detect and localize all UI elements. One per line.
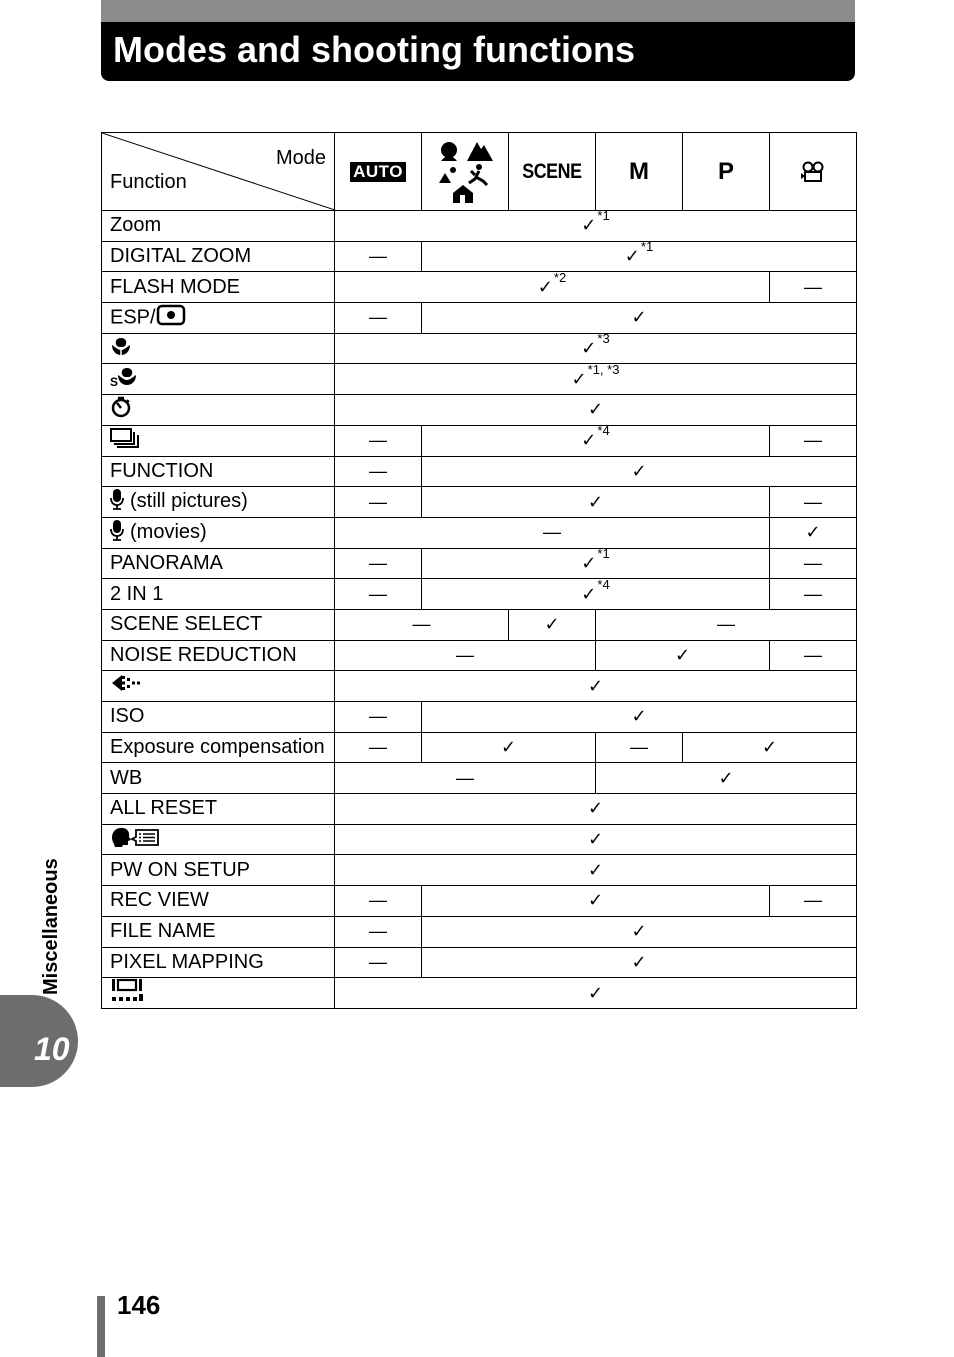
function-cell <box>102 211 335 242</box>
dash-mark: — <box>369 430 387 451</box>
unavailable-cell <box>335 702 422 733</box>
check-mark: ✓ <box>587 491 604 512</box>
mode-header-p <box>683 133 770 211</box>
unavailable-cell <box>335 579 422 610</box>
corner-cell <box>102 133 335 211</box>
unavailable-cell <box>335 732 422 763</box>
available-cell <box>422 947 857 978</box>
table-row <box>102 886 857 917</box>
table-row <box>102 579 857 610</box>
check-mark: ✓ <box>581 552 597 573</box>
dash-mark: — <box>543 522 561 543</box>
available-cell <box>335 395 857 426</box>
function-label: WB <box>110 766 143 789</box>
available-cell <box>596 763 857 794</box>
available-cell <box>422 916 857 947</box>
table-row <box>102 548 857 579</box>
available-cell <box>335 208 857 242</box>
unavailable-cell <box>335 763 596 794</box>
table-row <box>102 640 857 671</box>
check-mark: ✓ <box>587 399 604 420</box>
dash-mark: — <box>804 276 822 297</box>
function-label: FLASH MODE <box>110 275 241 298</box>
function-axis-label: Function <box>110 171 187 193</box>
sequential-shooting-icon <box>110 427 140 455</box>
footnote-ref: *1 <box>640 239 654 255</box>
unavailable-cell <box>596 732 683 763</box>
available-cell <box>335 794 857 825</box>
function-cell <box>102 517 335 548</box>
chapter-tab <box>0 995 78 1087</box>
dash-mark: — <box>369 491 387 512</box>
function-cell <box>102 548 335 579</box>
check-mark: ✓ <box>674 644 691 665</box>
check-mark: ✓ <box>805 522 821 543</box>
table-row <box>102 855 857 886</box>
available-cell <box>422 425 770 456</box>
footnote-ref: *1 <box>597 545 610 561</box>
dash-mark: — <box>456 644 474 665</box>
footnote-ref: *2 <box>553 269 567 285</box>
table-row <box>102 241 857 272</box>
available-cell <box>422 303 857 334</box>
unavailable-cell <box>770 886 857 917</box>
table-row <box>102 333 857 364</box>
table-row <box>102 732 857 763</box>
unavailable-cell <box>770 640 857 671</box>
function-cell <box>102 916 335 947</box>
check-mark: ✓ <box>631 706 647 727</box>
unavailable-cell <box>335 487 422 518</box>
header-row <box>102 133 857 211</box>
available-cell <box>422 241 857 272</box>
unavailable-cell <box>770 425 857 456</box>
function-label: Zoom <box>110 214 162 237</box>
scene-modes-icon <box>435 137 495 207</box>
spot-metering-icon <box>156 304 186 332</box>
table-row <box>102 947 857 978</box>
unavailable-cell <box>335 916 422 947</box>
macro-icon <box>110 335 132 363</box>
function-cell <box>102 425 335 456</box>
table-row <box>102 763 857 794</box>
unavailable-cell <box>770 272 857 303</box>
check-mark: ✓ <box>631 460 647 481</box>
function-label: PIXEL MAPPING <box>110 950 264 973</box>
function-cell <box>102 241 335 272</box>
table-row <box>102 916 857 947</box>
available-cell <box>422 886 770 917</box>
check-mark: ✓ <box>544 614 560 635</box>
unavailable-cell <box>335 640 596 671</box>
dash-mark: — <box>804 890 822 911</box>
mode-header-scene <box>509 133 596 211</box>
monitor-brightness-icon <box>110 978 144 1008</box>
check-mark: ✓ <box>631 307 647 328</box>
function-cell <box>102 456 335 487</box>
unavailable-cell <box>335 241 422 272</box>
dash-mark: — <box>804 491 822 512</box>
dash-mark: — <box>369 552 387 573</box>
function-cell <box>102 794 335 825</box>
function-cell <box>102 886 335 917</box>
available-cell <box>335 824 857 855</box>
check-mark: ✓ <box>761 737 778 758</box>
unavailable-cell <box>335 609 509 640</box>
function-cell <box>102 364 335 395</box>
page-number: 146 <box>117 1290 161 1320</box>
check-mark: ✓ <box>537 276 553 297</box>
dash-mark: — <box>804 583 822 604</box>
microphone-icon <box>110 519 124 547</box>
table-row <box>102 456 857 487</box>
auto-mode-icon: AUTO <box>350 162 406 182</box>
dash-mark: — <box>369 706 387 727</box>
manual-mode-label: M <box>629 157 649 185</box>
table-row <box>102 517 857 548</box>
dash-mark: — <box>369 583 387 604</box>
check-mark: ✓ <box>571 368 587 389</box>
available-cell <box>596 640 770 671</box>
unavailable-cell <box>770 579 857 610</box>
function-label: NOISE REDUCTION <box>110 643 297 666</box>
page-title: Modes and shooting functions <box>113 29 635 70</box>
dash-mark: — <box>369 737 387 758</box>
check-mark: ✓ <box>631 951 647 972</box>
function-label: (movies) <box>130 521 207 543</box>
check-mark: ✓ <box>587 675 604 696</box>
table-row <box>102 702 857 733</box>
footnote-ref: *1, *3 <box>587 361 620 377</box>
function-label: FILE NAME <box>110 920 216 943</box>
check-mark: ✓ <box>587 982 604 1003</box>
check-mark: ✓ <box>631 921 647 942</box>
function-label: 2 IN 1 <box>110 582 164 605</box>
available-cell <box>422 732 596 763</box>
unavailable-cell <box>335 517 770 548</box>
available-cell <box>335 269 770 303</box>
image-quality-icon <box>110 673 142 699</box>
table-row <box>102 425 857 456</box>
table-row <box>102 671 857 702</box>
mode-header-m <box>596 133 683 211</box>
function-label: FUNCTION <box>110 459 214 482</box>
dash-mark: — <box>369 246 387 267</box>
unavailable-cell <box>335 947 422 978</box>
check-mark: ✓ <box>587 798 604 819</box>
function-label: PW ON SETUP <box>110 858 251 881</box>
function-cell <box>102 640 335 671</box>
available-cell <box>335 978 857 1009</box>
function-cell <box>102 947 335 978</box>
function-cell <box>102 824 335 855</box>
function-label: ESP/ <box>110 306 156 329</box>
footnote-ref: *4 <box>597 576 610 592</box>
table-row <box>102 395 857 426</box>
function-label: PANORAMA <box>110 551 223 574</box>
unavailable-cell <box>335 886 422 917</box>
table-row <box>102 794 857 825</box>
table-row <box>102 364 857 395</box>
function-cell <box>102 272 335 303</box>
function-cell <box>102 487 335 518</box>
check-mark: ✓ <box>581 430 597 451</box>
dash-mark: — <box>369 307 387 328</box>
chapter-number: 10 <box>34 1031 70 1067</box>
svg-text:S: S <box>110 375 119 388</box>
dash-mark: — <box>804 430 822 451</box>
function-cell <box>102 395 335 426</box>
table-row <box>102 978 857 1009</box>
check-mark: ✓ <box>581 583 597 604</box>
title-bar <box>101 0 855 81</box>
dash-mark: — <box>804 644 822 665</box>
mode-header-movie <box>770 133 857 211</box>
table-row <box>102 303 857 334</box>
scene-mode-label: SCENE <box>522 159 582 183</box>
available-cell <box>683 732 857 763</box>
available-cell <box>335 855 857 886</box>
available-cell <box>335 671 857 702</box>
super-macro-icon <box>110 365 138 393</box>
check-mark: ✓ <box>587 829 604 850</box>
function-label: SCENE SELECT <box>110 613 263 636</box>
dash-mark: — <box>717 614 735 635</box>
function-cell <box>102 671 335 702</box>
mode-header-auto <box>335 133 422 211</box>
function-label: ALL RESET <box>110 797 218 820</box>
function-cell <box>102 609 335 640</box>
mode-axis-label: Mode <box>275 147 326 169</box>
function-cell <box>102 763 335 794</box>
dash-mark: — <box>369 890 387 911</box>
function-cell <box>102 333 335 364</box>
function-cell <box>102 303 335 334</box>
dash-mark: — <box>456 767 474 788</box>
page-number-bar <box>97 1296 105 1357</box>
check-mark: ✓ <box>587 859 604 880</box>
available-cell <box>422 576 770 610</box>
check-mark: ✓ <box>581 215 597 236</box>
function-label: DIGITAL ZOOM <box>110 245 252 268</box>
dash-mark: — <box>412 614 431 635</box>
available-cell <box>509 609 596 640</box>
table-row <box>102 487 857 518</box>
check-mark: ✓ <box>500 737 517 758</box>
mode-header-scene-icons <box>422 133 509 211</box>
footnote-ref: *4 <box>597 423 610 439</box>
unavailable-cell <box>770 487 857 518</box>
function-cell <box>102 579 335 610</box>
available-cell <box>335 361 857 395</box>
function-label: REC VIEW <box>110 889 209 912</box>
title-strip <box>101 0 855 22</box>
unavailable-cell <box>770 548 857 579</box>
check-mark: ✓ <box>718 767 734 788</box>
function-cell <box>102 732 335 763</box>
unavailable-cell <box>335 425 422 456</box>
available-cell <box>335 333 857 364</box>
chapter-label: Miscellaneous <box>40 858 62 995</box>
dash-mark: — <box>804 552 822 573</box>
program-mode-label: P <box>717 157 734 185</box>
table-row <box>102 211 857 242</box>
movie-mode-icon <box>800 161 826 183</box>
footnote-ref: *1 <box>597 208 610 224</box>
dash-mark: — <box>369 460 387 481</box>
function-cell <box>102 855 335 886</box>
available-cell <box>422 487 770 518</box>
check-mark: ✓ <box>581 338 597 359</box>
table-row <box>102 824 857 855</box>
check-mark: ✓ <box>624 246 640 267</box>
unavailable-cell <box>335 548 422 579</box>
unavailable-cell <box>596 609 857 640</box>
dash-mark: — <box>369 921 387 942</box>
check-mark: ✓ <box>587 890 604 911</box>
unavailable-cell <box>335 303 422 334</box>
microphone-icon <box>110 488 124 516</box>
function-label: (still pictures) <box>130 490 248 513</box>
available-cell <box>422 456 857 487</box>
function-label: Exposure compensation <box>110 736 325 759</box>
function-label: ISO <box>110 705 145 728</box>
self-timer-icon <box>110 396 132 424</box>
available-cell <box>770 517 857 548</box>
available-cell <box>422 545 770 579</box>
table-row <box>102 609 857 640</box>
function-cell <box>102 978 335 1009</box>
dash-mark: — <box>630 737 648 758</box>
modes-functions-table <box>101 132 857 1009</box>
footnote-ref: *3 <box>597 331 610 347</box>
language-icon <box>110 826 162 854</box>
function-cell <box>102 702 335 733</box>
table-row <box>102 272 857 303</box>
dash-mark: — <box>369 951 387 972</box>
available-cell <box>422 702 857 733</box>
unavailable-cell <box>335 456 422 487</box>
